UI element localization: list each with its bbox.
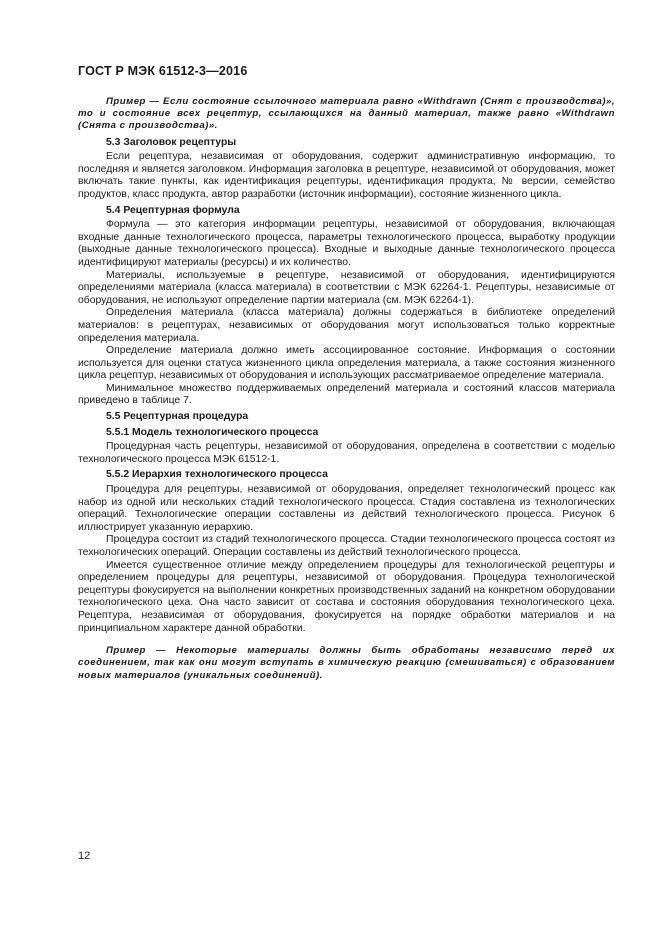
body-paragraph: Формула — это категория информации рецептуры, независимой от оборудования, включающая входные данные технологического процесса, параметры технологического процесса, выработку продукции (выходные данные технологического процесса). Входные и выходные данные технологического процесса идентифицируют материалы (ресурсы) и их количество. bbox=[78, 219, 615, 268]
example-note: Пример — Если состояние ссылочного материала равно «Withdrawn (Снят с производства)», то и состояние всех рецептур, ссылающихся на данный материал, также равно «Withdrawn (Снята с производства)». bbox=[78, 96, 615, 132]
body-paragraph: Определения материала (класса материала) должны содержаться в библиотеке определений материалов: в рецептурах, независимых от оборудования могут использоваться только корректные определения материала. bbox=[78, 307, 615, 344]
body-paragraph: Процедура для рецептуры, независимой от оборудования, определяет технологический процесс как набор из одной или нескольких стадий технологического процесса. Стадия составлена из технологических операций. Технологические операции составлены из действий технологического процесса. Рисунок 6 иллюстрирует указанную иерархию. bbox=[78, 484, 615, 533]
body-paragraph: Материалы, используемые в рецептуре, независимой от оборудования, идентифицируются определениями материала (класса материала) в соответствии с МЭК 62264-1. Рецептуры, независимые от оборудования, не используют определение партии материала (см. МЭК 62264-1). bbox=[78, 269, 615, 306]
body-paragraph: Определение материала должно иметь ассоциированное состояние. Информация о состоянии используется для оценки статуса жизненного цикла определения материала, а также состояния жизненного цикла рецептур, независимых от оборудования и использующих рассматриваемое определение материала. bbox=[78, 345, 615, 382]
section-heading: 5.5 Рецептурная процедура bbox=[106, 411, 249, 423]
section-heading: 5.3 Заголовок рецептуры bbox=[106, 136, 237, 148]
spacer bbox=[78, 635, 615, 645]
section-heading: 5.5.2 Иерархия технологического процесса bbox=[106, 469, 328, 481]
example-note: Пример — Некоторые материалы должны быть обработаны независимо перед их соединением, так как они могут вступать в химическую реакцию (смешиваться) с образованием новых материалов (уникальных соединений). bbox=[78, 645, 615, 681]
body-paragraph: Процедурная часть рецептуры, независимой от оборудования, определена в соответствии с моделью технологического процесса МЭК 61512-1. bbox=[78, 441, 615, 465]
body-paragraph: Минимальное множество поддерживаемых определений материала и состояний классов материала приведено в таблице 7. bbox=[78, 382, 615, 407]
section-heading: 5.4 Рецептурная формула bbox=[106, 204, 240, 216]
section-heading: 5.5.1 Модель технологического процесса bbox=[106, 426, 319, 438]
document-body bbox=[78, 96, 615, 686]
body-paragraph: Имеется существенное отличие между определением процедуры для технологической рецептуры и определением процедуры для рецептуры, независимой от оборудования. Процедура технологической рецептуры фокусируется на выполнении конкретных производственных заданий на конкретном оборудовании технологического цеха. Она часто зависит от состава и состояния оборудования технологического цеха. Рецептура, независимая от оборудования, фокусируется на порядке обработки материалов и на принципиальном характере данной обработки. bbox=[78, 559, 615, 634]
document-header: ГОСТ Р МЭК 61512-3—2016 bbox=[78, 64, 248, 78]
page-number: 12 bbox=[78, 850, 91, 862]
body-paragraph: Если рецептура, независимая от оборудования, содержит административную информацию, то последняя и является заголовком. Информация заголовка в рецептуре, независимой от оборудования, может включать такие пункты, как идентификация рецептуры, идентификация продукта, № версии, семейство продуктов, класс продукта, автор разработки (источник информации), состояние жизненного цикла. bbox=[78, 151, 615, 200]
body-paragraph: Процедура состоит из стадий технологического процесса. Стадии технологического процесса состоят из технологических операций. Операции составлены из действий технологического процесса. bbox=[78, 534, 615, 559]
